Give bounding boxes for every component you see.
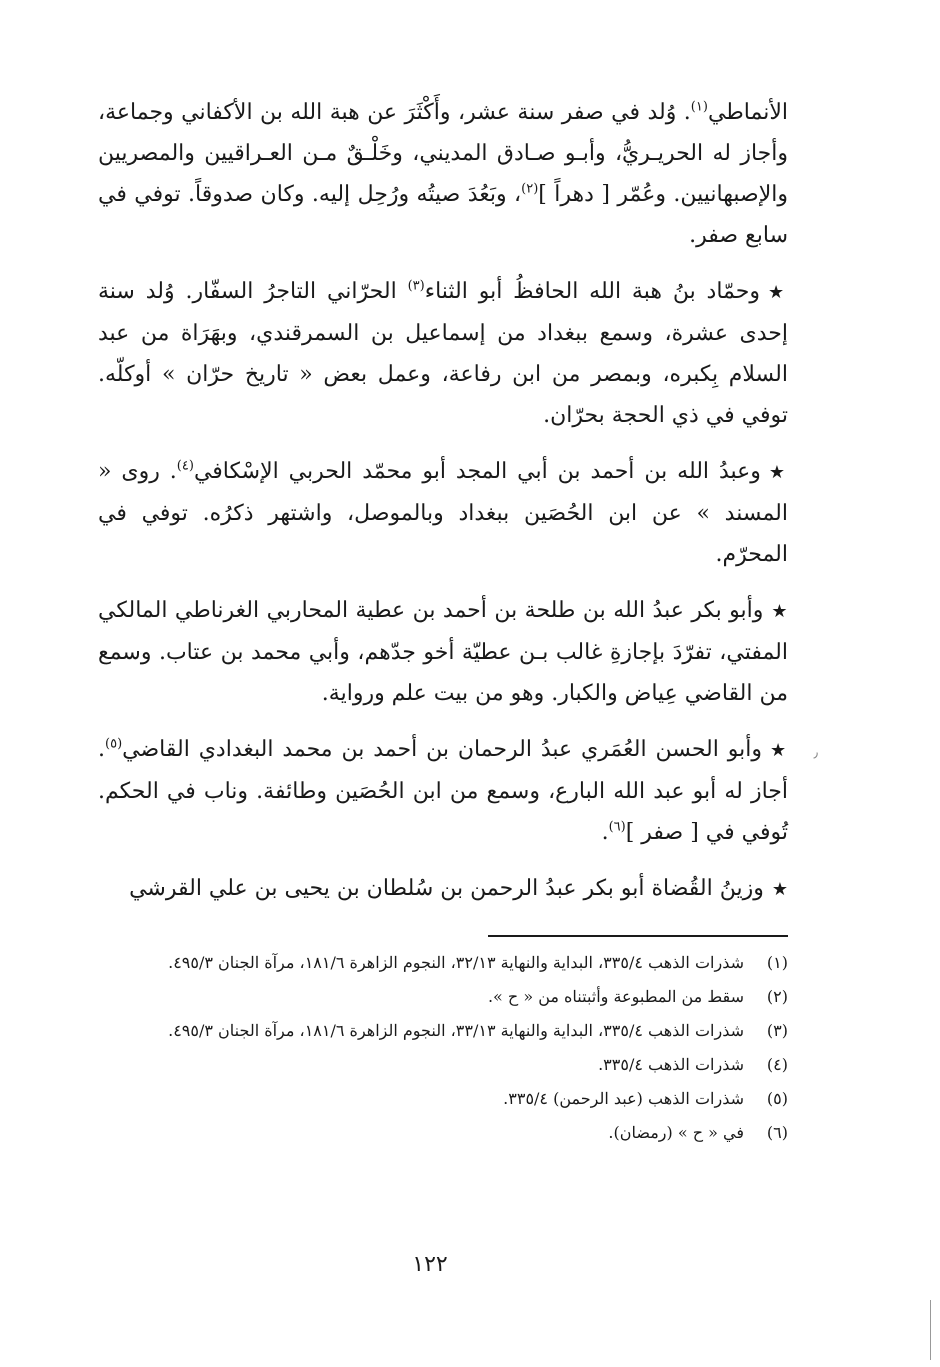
entry-text: الحرّاني التاجرُ السفّار. وُلد سنة إحدى عشرة، وسمع ببغداد من إسماعيل بن السمرقندي، وبهَرَاة من عبد السلام بِكبره، وبمصر من ابن رفاعة، وعمل بعض « تاريخ حرّان » أوكلّه. توفي في ذي الحجة بحرّان. <box>98 279 789 428</box>
star-icon: ★ <box>769 740 788 761</box>
star-icon: ★ <box>771 601 788 622</box>
footnote-reference: (٤) <box>176 458 194 474</box>
entry-text: . <box>601 820 609 845</box>
footnote <box>86 1014 788 1048</box>
biography-entry <box>98 92 788 256</box>
entry-text: وعبدُ الله بن أحمد بن أبي المجد أبو محمّد الحربي الإسْكافي <box>193 459 761 484</box>
page-number: ١٢٢ <box>412 1252 448 1277</box>
footnote-number: (٥) <box>766 1089 788 1108</box>
footnote-reference: (١) <box>690 99 708 115</box>
entry-text: . وُلد في صفر سنة عشر، وأَكْثَرَ عن هبة الله بن الأكفاني وجماعة، وأجاز له الحريـريُّ، وأبـو صـادق المديني، وخَلْـقٌ مـن العـراقيين والمصريين والإصبهانيين. وعُمّر [ دهراً ] <box>98 100 788 207</box>
entry-text: وحمّاد بنُ هبة الله الحافظُ أبو الثناء <box>424 279 760 304</box>
footnote-reference: (٢) <box>521 181 539 197</box>
biography-entry <box>98 729 788 853</box>
footnote-text: شذرات الذهب ٣٣٥/٤، البداية والنهاية ٣٣/١٣، النجوم الزاهرة ١٨١/٦، مرآة الجنان ٤٩٥/٣. <box>168 1021 744 1040</box>
footnote <box>86 1082 788 1116</box>
footnote-reference: (٣) <box>407 278 425 294</box>
footnote-text: شذرات الذهب (عبد الرحمن) ٣٣٥/٤. <box>503 1089 744 1108</box>
footnote-number: (٦) <box>766 1123 788 1142</box>
footnotes <box>86 946 788 1150</box>
entry-text: . روى « المسند » عن ابن الحُصَين ببغداد وبالموصل، واشتهر ذكرُه. توفي في المحرّم. <box>98 459 788 567</box>
footnote-number: (٤) <box>766 1055 788 1074</box>
biography-entry <box>98 868 788 910</box>
entry-text: وأبو بكر عبدُ الله بن طلحة بن أحمد بن عطية المحاربي الغرناطي المالكي المفتي، تفرّدَ بإجازةِ غالب بـن عطيّة أخو جدّهم، وأبي محمد بن عتاب. وسمع من القاضي عِياض والكبار. وهو من بيت علم ورواية. <box>98 598 788 706</box>
main-text <box>98 92 788 925</box>
entry-text: ، وبَعُدَ صيتُه ورُحِل إليه. وكان صدوقاً. توفي في سابع صفر. <box>98 182 788 248</box>
footnote-text: سقط من المطبوعة وأثبتناه من « ح ». <box>487 987 744 1006</box>
footnote <box>86 1116 788 1150</box>
footnote <box>86 946 788 980</box>
star-icon: ★ <box>768 282 789 303</box>
footnote <box>86 980 788 1014</box>
footnote-separator <box>488 935 788 937</box>
entry-text: وزينُ القُضاة أبو بكر عبدُ الرحمن بن سُلطان بن يحيى بن علي القرشي <box>129 876 764 901</box>
footnote-text: شذرات الذهب ٣٣٥/٤، البداية والنهاية ٣٢/١٣، النجوم الزاهرة ١٨١/٦، مرآة الجنان ٤٩٥/٣. <box>168 953 744 972</box>
star-icon: ★ <box>768 462 788 483</box>
footnote-number: (٢) <box>766 987 788 1006</box>
footnote-reference: (٦) <box>608 819 626 835</box>
footnote <box>86 1048 788 1082</box>
entry-text: الأنماطي <box>707 100 788 125</box>
footnote-text: شذرات الذهب ٣٣٥/٤. <box>598 1055 744 1074</box>
star-icon: ★ <box>771 879 788 900</box>
margin-line <box>930 1300 931 1360</box>
biography-entry <box>98 271 788 436</box>
footnote-number: (٣) <box>766 1021 788 1040</box>
footnote-text: في « ح » (رمضان). <box>608 1123 744 1142</box>
footnote-number: (١) <box>766 953 788 972</box>
biography-entry <box>98 451 788 575</box>
footnote-reference: (٥) <box>105 736 123 752</box>
biography-entry <box>98 590 788 714</box>
entry-text: . أجاز له أبو عبد الله البارع، وسمع من ابن الحُصَين وطائفة. وناب في الحكم. تُوفي في [ صفر ] <box>98 737 788 845</box>
entry-text: وأبو الحسن العُمَري عبدُ الرحمان بن أحمد بن محمد البغدادي القاضي <box>122 737 762 762</box>
margin-mark: ٫ <box>813 745 818 761</box>
